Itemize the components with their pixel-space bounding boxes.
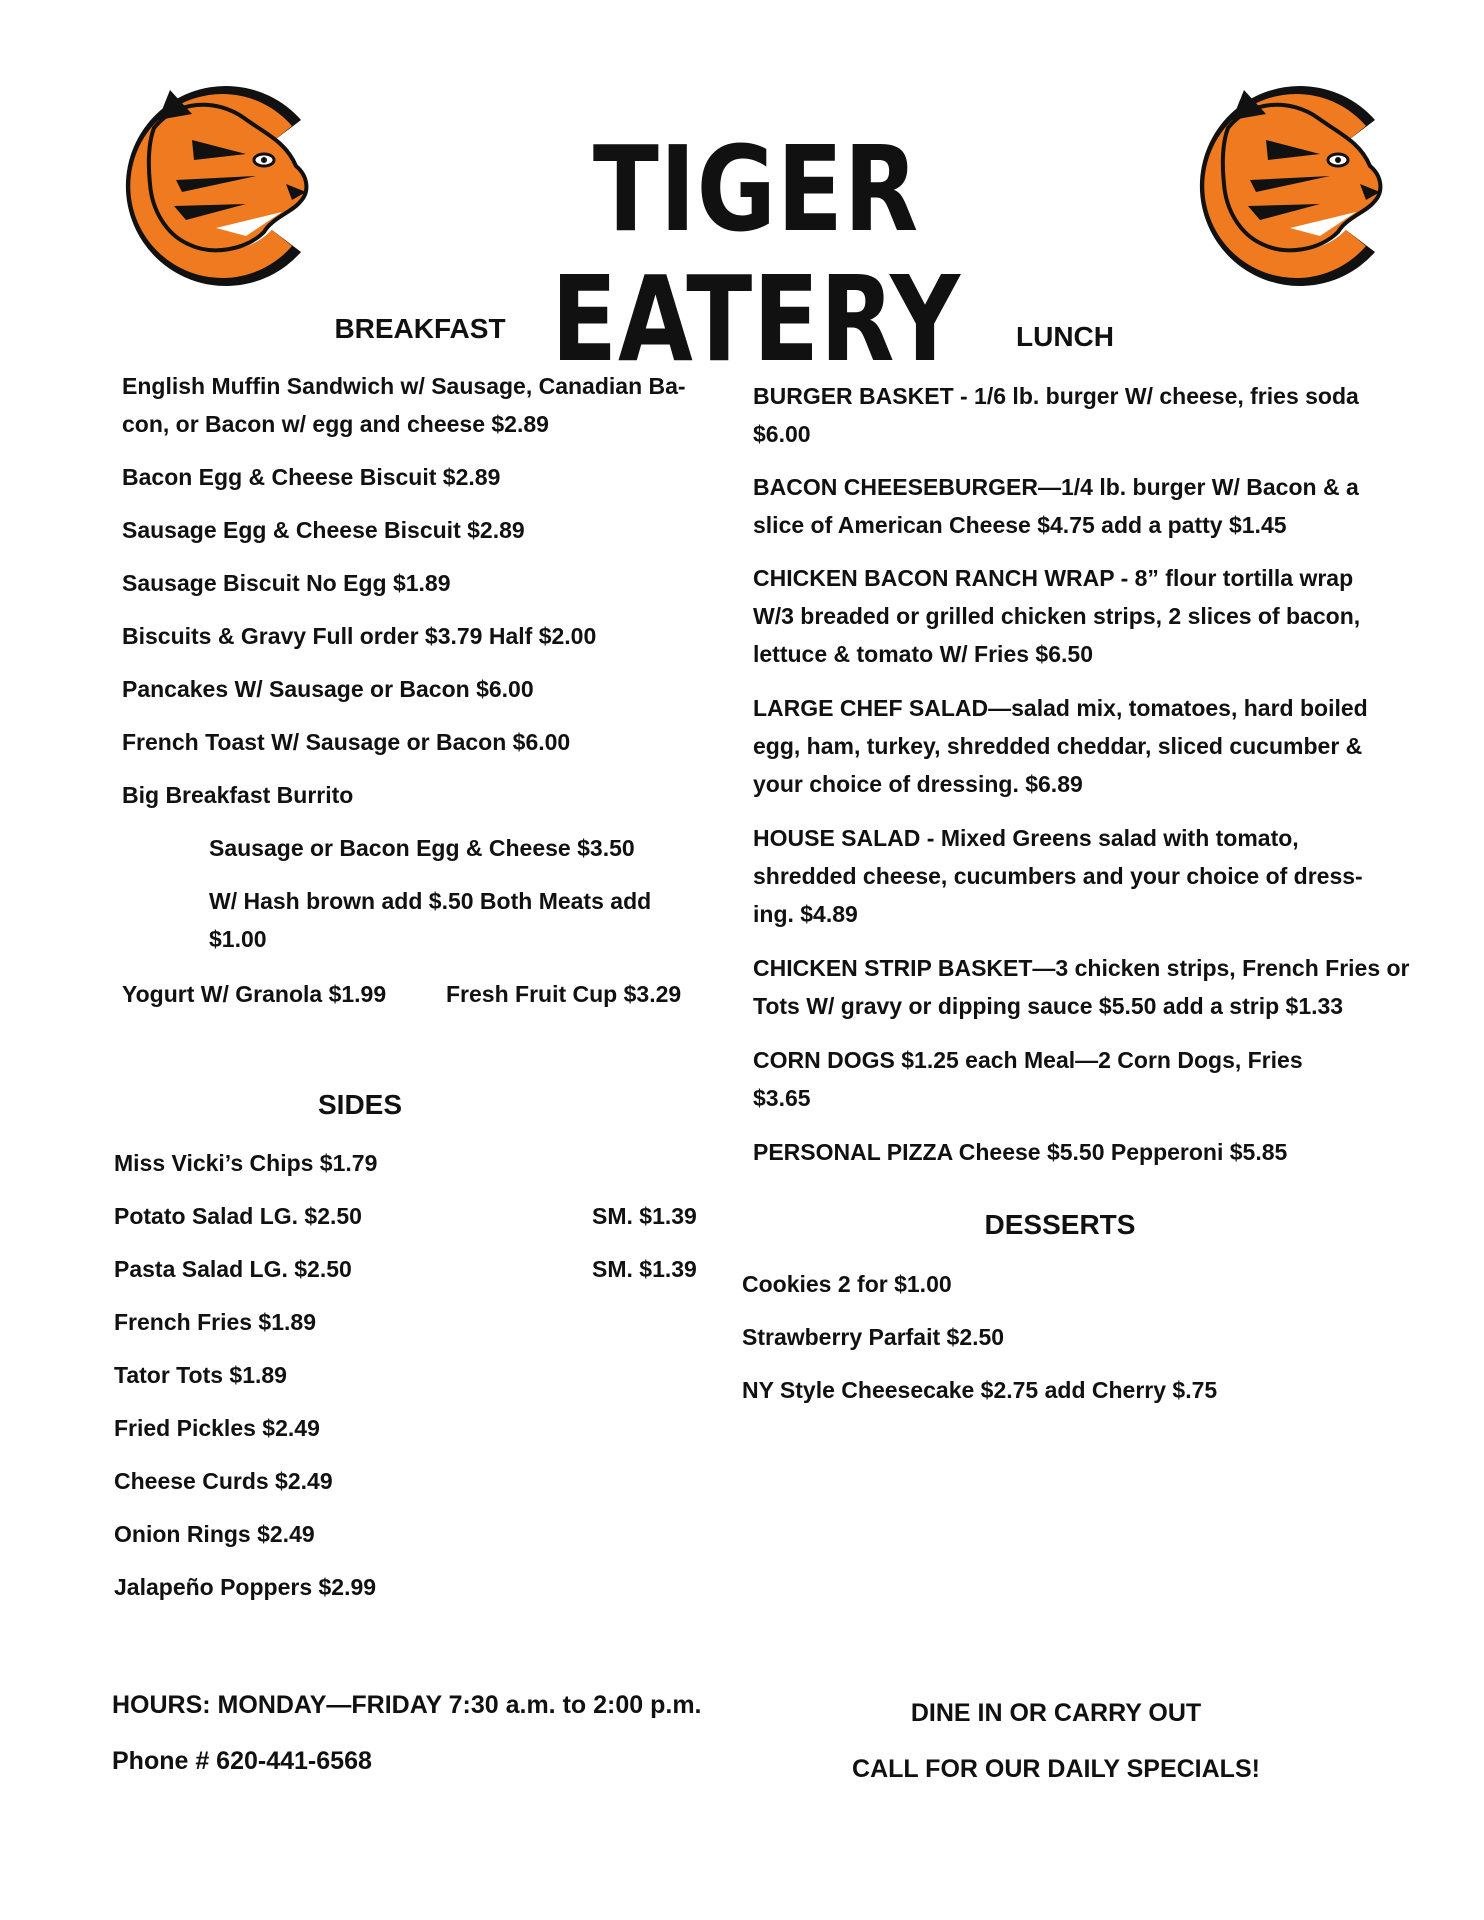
lunch-item: $3.65	[753, 1085, 811, 1111]
tiger-logo-icon	[96, 80, 322, 292]
sides-item: Miss Vicki’s Chips $1.79	[114, 1150, 378, 1176]
tiger-logo-icon	[1170, 80, 1396, 292]
desserts-item: Strawberry Parfait $2.50	[742, 1324, 1005, 1350]
breakfast-item: Sausage Egg & Cheese Biscuit $2.89	[122, 517, 525, 543]
lunch-item: BACON CHEESEBURGER—1/4 lb. burger W/ Bacon & a	[753, 474, 1359, 500]
desserts-heading: DESSERTS	[984, 1209, 1136, 1240]
sides-item: SM. $1.39	[592, 1256, 697, 1282]
lunch-item: BURGER BASKET - 1/6 lb. burger W/ cheese, fries soda	[753, 383, 1359, 409]
sides-item: SM. $1.39	[592, 1203, 697, 1229]
lunch-item: PERSONAL PIZZA Cheese $5.50 Pepperoni $5.85	[753, 1139, 1288, 1165]
lunch-item: egg, ham, turkey, shredded cheddar, sliced cucumber &	[753, 733, 1363, 759]
hours-text: HOURS: MONDAY—FRIDAY 7:30 a.m. to 2:00 p.m.	[112, 1691, 702, 1719]
lunch-item: CHICKEN BACON RANCH WRAP - 8” flour tortilla wrap	[753, 565, 1354, 591]
lunch-item: W/3 breaded or grilled chicken strips, 2 slices of bacon,	[753, 603, 1361, 629]
breakfast-item: Big Breakfast Burrito	[122, 782, 354, 808]
breakfast-item: $1.00	[209, 926, 267, 952]
lunch-item: slice of American Cheese $4.75 add a patty $1.45	[753, 512, 1287, 538]
desserts-item: Cookies 2 for $1.00	[742, 1271, 952, 1297]
breakfast-item: con, or Bacon w/ egg and cheese $2.89	[122, 411, 549, 437]
lunch-item: CHICKEN STRIP BASKET—3 chicken strips, French Fries or	[753, 955, 1410, 981]
sides-item: Onion Rings $2.49	[114, 1521, 315, 1547]
lunch-item: $6.00	[753, 421, 811, 447]
sides-heading: SIDES	[317, 1089, 403, 1120]
breakfast-item: W/ Hash brown add $.50 Both Meats add	[209, 888, 652, 914]
sides-item: French Fries $1.89	[114, 1309, 316, 1335]
daily-specials-text: CALL FOR OUR DAILY SPECIALS!	[852, 1755, 1260, 1783]
sides-item: Fried Pickles $2.49	[114, 1415, 320, 1441]
breakfast-item: Sausage or Bacon Egg & Cheese $3.50	[209, 835, 635, 861]
breakfast-item: French Toast W/ Sausage or Bacon $6.00	[122, 729, 571, 755]
lunch-item: ing. $4.89	[753, 901, 858, 927]
lunch-item: Tots W/ gravy or dipping sauce $5.50 add a strip $1.33	[753, 993, 1344, 1019]
dine-in-text: DINE IN OR CARRY OUT	[910, 1699, 1202, 1727]
lunch-item: CORN DOGS $1.25 each Meal—2 Corn Dogs, Fries	[753, 1047, 1303, 1073]
sides-item: Tator Tots $1.89	[114, 1362, 287, 1388]
breakfast-item: Pancakes W/ Sausage or Bacon $6.00	[122, 676, 534, 702]
restaurant-title: TIGER EATERY	[551, 120, 961, 388]
breakfast-item: English Muffin Sandwich w/ Sausage, Canadian Ba-	[122, 373, 686, 399]
lunch-item: your choice of dressing. $6.89	[753, 771, 1083, 797]
lunch-heading: LUNCH	[1016, 321, 1114, 352]
sides-item: Cheese Curds $2.49	[114, 1468, 333, 1494]
breakfast-item: Fresh Fruit Cup $3.29	[446, 981, 682, 1007]
desserts-item: NY Style Cheesecake $2.75 add Cherry $.75	[742, 1377, 1218, 1403]
lunch-item: lettuce & tomato W/ Fries $6.50	[753, 641, 1093, 667]
sides-item: Pasta Salad LG. $2.50	[114, 1256, 352, 1282]
lunch-item: LARGE CHEF SALAD—salad mix, tomatoes, hard boiled	[753, 695, 1368, 721]
sides-item: Jalapeño Poppers $2.99	[114, 1574, 377, 1600]
breakfast-item: Bacon Egg & Cheese Biscuit $2.89	[122, 464, 501, 490]
breakfast-item: Biscuits & Gravy Full order $3.79 Half $2.00	[122, 623, 597, 649]
breakfast-item: Yogurt W/ Granola $1.99	[122, 981, 387, 1007]
lunch-item: shredded cheese, cucumbers and your choice of dress-	[753, 863, 1363, 889]
lunch-item: HOUSE SALAD - Mixed Greens salad with tomato,	[753, 825, 1299, 851]
sides-item: Potato Salad LG. $2.50	[114, 1203, 362, 1229]
phone-text: Phone # 620-441-6568	[112, 1747, 372, 1775]
breakfast-heading: BREAKFAST	[334, 313, 506, 344]
breakfast-item: Sausage Biscuit No Egg $1.89	[122, 570, 451, 596]
